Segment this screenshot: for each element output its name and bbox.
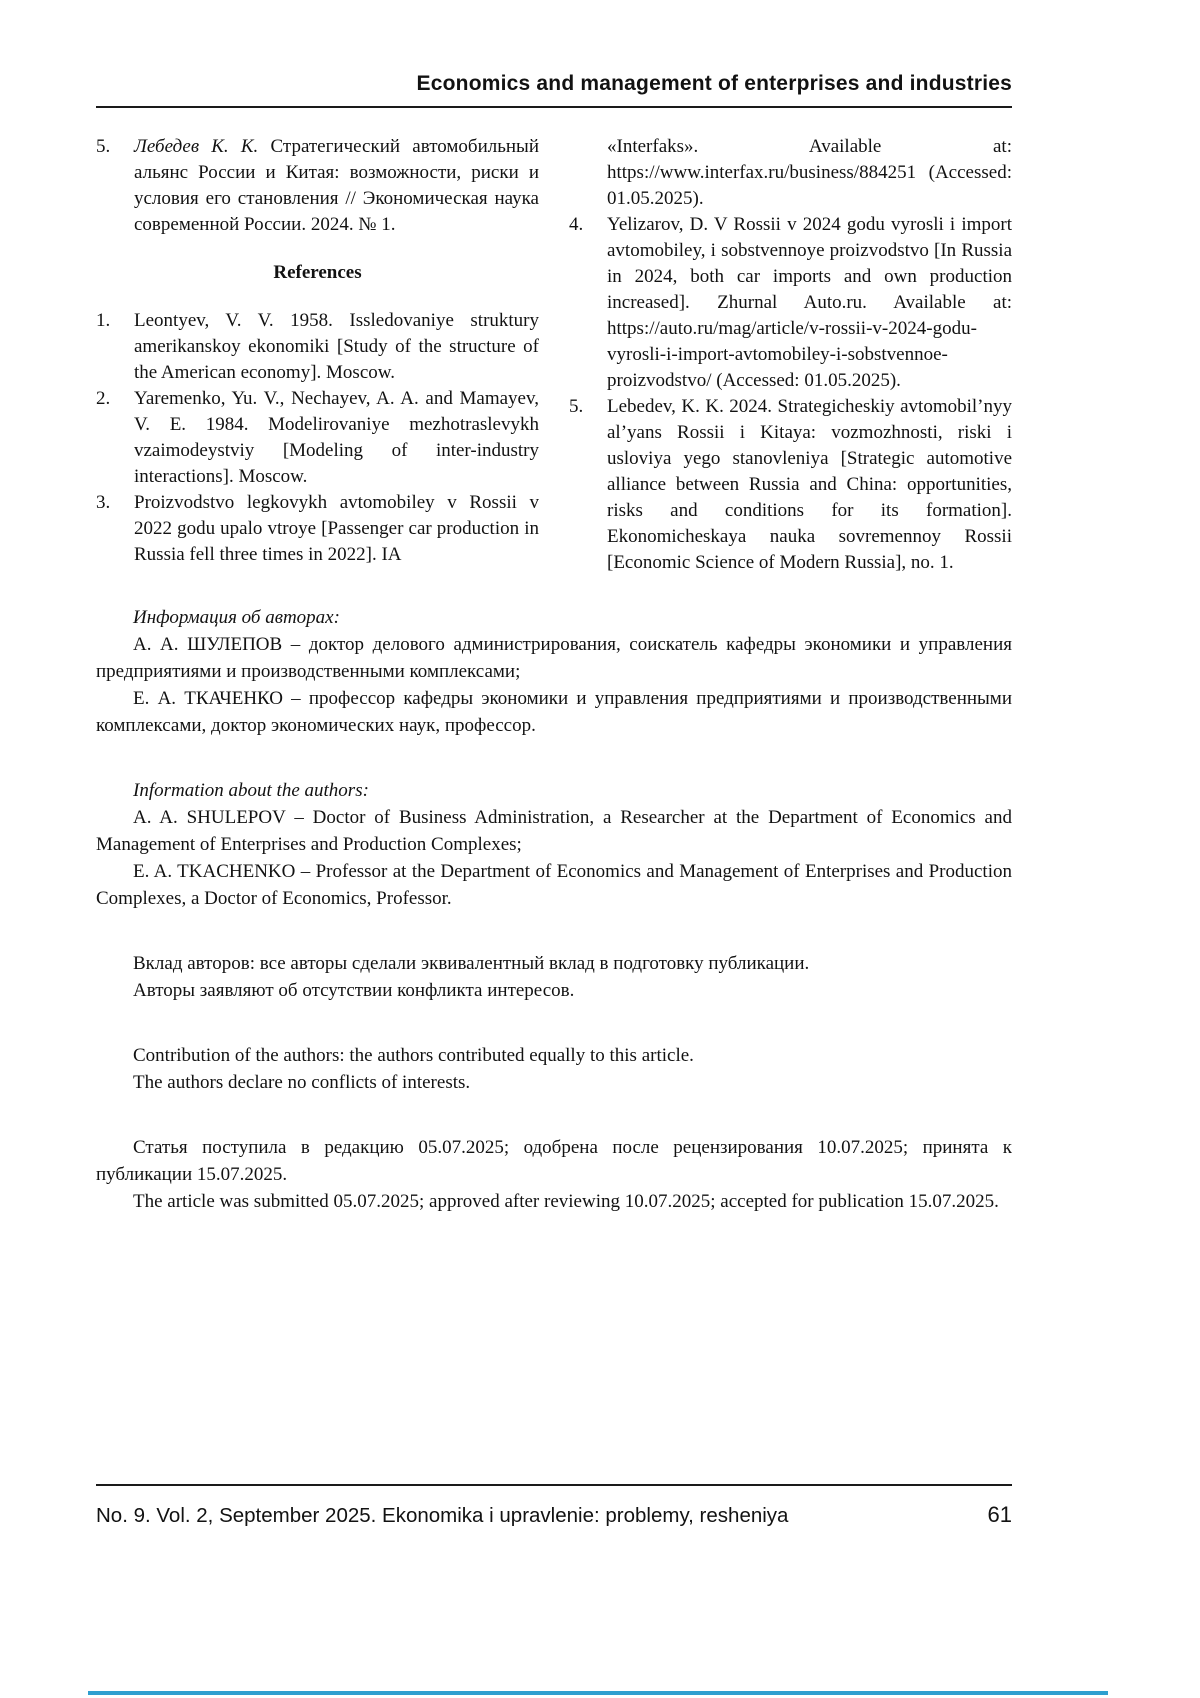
reference-author-italic: Лебедев К. К. bbox=[134, 136, 259, 157]
page-footer bbox=[96, 1484, 1012, 1528]
reference-continuation-text: «Interfaks». Available at: https://www.interfax.ru/business/884251 (Accessed: 01.05.2025). bbox=[607, 136, 1012, 209]
right-column bbox=[569, 134, 1012, 576]
author-paragraph-en-2: E. A. TKACHENKO – Professor at the Department of Economics and Management of Enterprises and Production Complexes, a Doctor of Economics, Professor. bbox=[96, 861, 1012, 909]
contribution-en-section bbox=[96, 1042, 1012, 1096]
back-matter bbox=[96, 604, 1012, 1215]
running-head bbox=[96, 72, 1012, 108]
reference-item-3-continuation bbox=[569, 134, 1012, 212]
footer-page-number: 61 bbox=[987, 1502, 1012, 1527]
footer-journal-line: No. 9. Vol. 2, September 2025. Ekonomika i upravlenie: problemy, resheniya bbox=[96, 1504, 789, 1527]
reference-text: Lebedev, K. K. 2024. Strategicheskiy avtomobil’nyy al’yans Rossii i Kitaya: vozmozhnosti, riski i usloviya yego stanovleniya [Strategic automotive alliance between Russia and China: opportunities, risks and conditions for its formation]. Ekonomicheskaya nauka sovremennoy Rossii [Economic Science of Modern Russia], no. 1. bbox=[607, 396, 1012, 573]
running-head-title: Economics and management of enterprises and industries bbox=[416, 72, 1012, 95]
reference-item-ru-5 bbox=[96, 134, 539, 238]
author-paragraph-ru-2: Е. А. ТКАЧЕНКО – профессор кафедры экономики и управления предприятиями и производственными комплексами, доктор экономических наук, профессор. bbox=[96, 688, 1012, 736]
reference-text: Стратегический автомобильный альянс России и Китая: возможности, риски и условия его становления // Экономическая наука современной России. 2024. № 1. bbox=[134, 136, 539, 235]
reference-number: 2. bbox=[96, 388, 111, 409]
bottom-edge-strip bbox=[88, 1691, 1108, 1695]
reference-item-5 bbox=[569, 394, 1012, 576]
reference-number: 5. bbox=[96, 136, 111, 157]
dates-paragraph-en: The article was submitted 05.07.2025; approved after reviewing 10.07.2025; accepted for publication 15.07.2025. bbox=[133, 1191, 999, 1212]
two-column-body bbox=[96, 134, 1012, 576]
reference-text: Yelizarov, D. V Rossii v 2024 godu vyrosli i import avtomobiley, i sobstvennoye proizvodstvo [In Russia in 2024, both car imports and own production increased]. Zhurnal Auto.ru. Available at: https://auto.ru/mag/article/v-rossii-v-2024-godu-vyrosli-i-import-avtomobiley-i-sobstvennoe-proizvodstvo/ (Accessed: 01.05.2025). bbox=[607, 214, 1012, 391]
reference-item-1 bbox=[96, 308, 539, 386]
reference-number: 1. bbox=[96, 310, 111, 331]
author-paragraph-ru-1: А. А. ШУЛЕПОВ – доктор делового администрирования, соискатель кафедры экономики и управления предприятиями и производственными комплексами; bbox=[96, 634, 1012, 682]
author-paragraph-en-1: A. A. SHULEPOV – Doctor of Business Administration, a Researcher at the Department of Economics and Management of Enterprises and Production Complexes; bbox=[96, 807, 1012, 855]
page-content bbox=[96, 72, 1012, 1215]
reference-text: Yaremenko, Yu. V., Nechayev, A. A. and Mamayev, V. E. 1984. Modelirovaniye mezhotraslevykh vzaimodeystviy [Modeling of inter-industry interactions]. Moscow. bbox=[134, 388, 539, 487]
contribution-paragraph-en-2: The authors declare no conflicts of interests. bbox=[133, 1072, 471, 1093]
authors-info-en-heading: Information about the authors: bbox=[133, 780, 369, 801]
references-heading: References bbox=[273, 262, 362, 283]
contribution-paragraph-ru-1: Вклад авторов: все авторы сделали эквивалентный вклад в подготовку публикации. bbox=[133, 953, 810, 974]
reference-item-2 bbox=[96, 386, 539, 490]
reference-body bbox=[134, 134, 539, 238]
reference-text: Proizvodstvo legkovykh avtomobiley v Rossii v 2022 godu upalo vtroye [Passenger car production in Russia fell three times in 2022]. IA bbox=[134, 492, 539, 565]
reference-item-3 bbox=[96, 490, 539, 568]
dates-paragraph-ru: Статья поступила в редакцию 05.07.2025; одобрена после рецензирования 10.07.2025; принята к публикации 15.07.2025. bbox=[96, 1137, 1012, 1185]
reference-item-4 bbox=[569, 212, 1012, 394]
hanging-indent-spacer bbox=[569, 134, 607, 212]
contribution-paragraph-ru-2: Авторы заявляют об отсутствии конфликта интересов. bbox=[133, 980, 575, 1001]
authors-info-en-section bbox=[96, 777, 1012, 912]
contribution-paragraph-en-1: Contribution of the authors: the authors contributed equally to this article. bbox=[133, 1045, 694, 1066]
left-column bbox=[96, 134, 539, 576]
reference-text: Leontyev, V. V. 1958. Issledovaniye struktury amerikanskoy ekonomiki [Study of the structure of the American economy]. Moscow. bbox=[134, 310, 539, 383]
reference-number: 5. bbox=[569, 396, 584, 417]
article-dates-section bbox=[96, 1134, 1012, 1215]
reference-number: 4. bbox=[569, 214, 584, 235]
authors-info-ru-heading: Информация об авторах: bbox=[133, 607, 340, 628]
contribution-ru-section bbox=[96, 950, 1012, 1004]
reference-number: 3. bbox=[96, 492, 111, 513]
authors-info-ru-section bbox=[96, 604, 1012, 739]
